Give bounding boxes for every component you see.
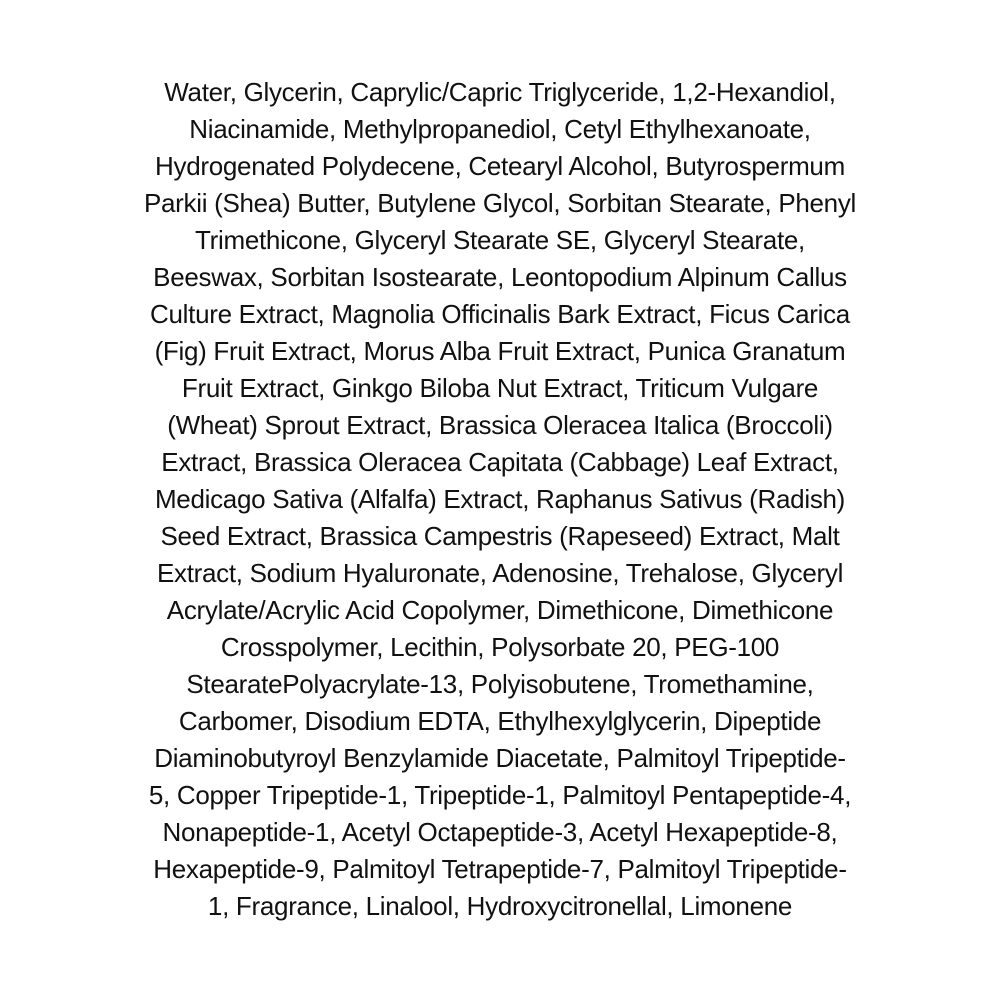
ingredients-line: 1, Fragrance, Linalool, Hydroxycitronellal, Limonene — [207, 891, 793, 921]
ingredients-line: Carbomer, Disodium EDTA, Ethylhexylglycerin, Dipeptide — [178, 706, 822, 736]
ingredients-list — [60, 74, 940, 925]
ingredients-line: StearatePolyacrylate-13, Polyisobutene, Tromethamine, — [186, 669, 814, 699]
ingredients-line: Diaminobutyroyl Benzylamide Diacetate, Palmitoyl Tripeptide- — [154, 743, 846, 773]
ingredients-line: Hydrogenated Polydecene, Cetearyl Alcohol, Butyrospermum — [155, 151, 845, 181]
ingredients-line: Trimethicone, Glyceryl Stearate SE, Glyceryl Stearate, — [195, 225, 805, 255]
ingredients-line: (Wheat) Sprout Extract, Brassica Oleracea Italica (Broccoli) — [167, 410, 833, 440]
ingredients-line: Niacinamide, Methylpropanediol, Cetyl Ethylhexanoate, — [189, 114, 811, 144]
ingredients-line: Water, Glycerin, Caprylic/Capric Triglyceride, 1,2-Hexandiol, — [164, 77, 836, 107]
ingredients-line: (Fig) Fruit Extract, Morus Alba Fruit Extract, Punica Granatum — [154, 336, 846, 366]
ingredients-line: Seed Extract, Brassica Campestris (Rapeseed) Extract, Malt — [160, 521, 840, 551]
ingredients-line: Crosspolymer, Lecithin, Polysorbate 20, PEG-100 — [220, 632, 780, 662]
ingredients-line: Fruit Extract, Ginkgo Biloba Nut Extract, Triticum Vulgare — [181, 373, 819, 403]
ingredients-line: Medicago Sativa (Alfalfa) Extract, Raphanus Sativus (Radish) — [154, 484, 846, 514]
ingredients-line: Culture Extract, Magnolia Officinalis Bark Extract, Ficus Carica — [150, 299, 850, 329]
ingredients-line: Extract, Sodium Hyaluronate, Adenosine, Trehalose, Glyceryl — [156, 558, 844, 588]
ingredients-line: Nonapeptide-1, Acetyl Octapeptide-3, Acetyl Hexapeptide-8, — [162, 817, 838, 847]
ingredients-line: Extract, Brassica Oleracea Capitata (Cabbage) Leaf Extract, — [161, 447, 839, 477]
ingredients-line: Acrylate/Acrylic Acid Copolymer, Dimethicone, Dimethicone — [166, 595, 834, 625]
ingredients-line: Beeswax, Sorbitan Isostearate, Leontopodium Alpinum Callus — [153, 262, 847, 292]
ingredients-line: Hexapeptide-9, Palmitoyl Tetrapeptide-7, Palmitoyl Tripeptide- — [153, 854, 847, 884]
ingredients-line: 5, Copper Tripeptide-1, Tripeptide-1, Palmitoyl Pentapeptide-4, — [148, 780, 852, 810]
ingredients-line: Parkii (Shea) Butter, Butylene Glycol, Sorbitan Stearate, Phenyl — [143, 188, 857, 218]
